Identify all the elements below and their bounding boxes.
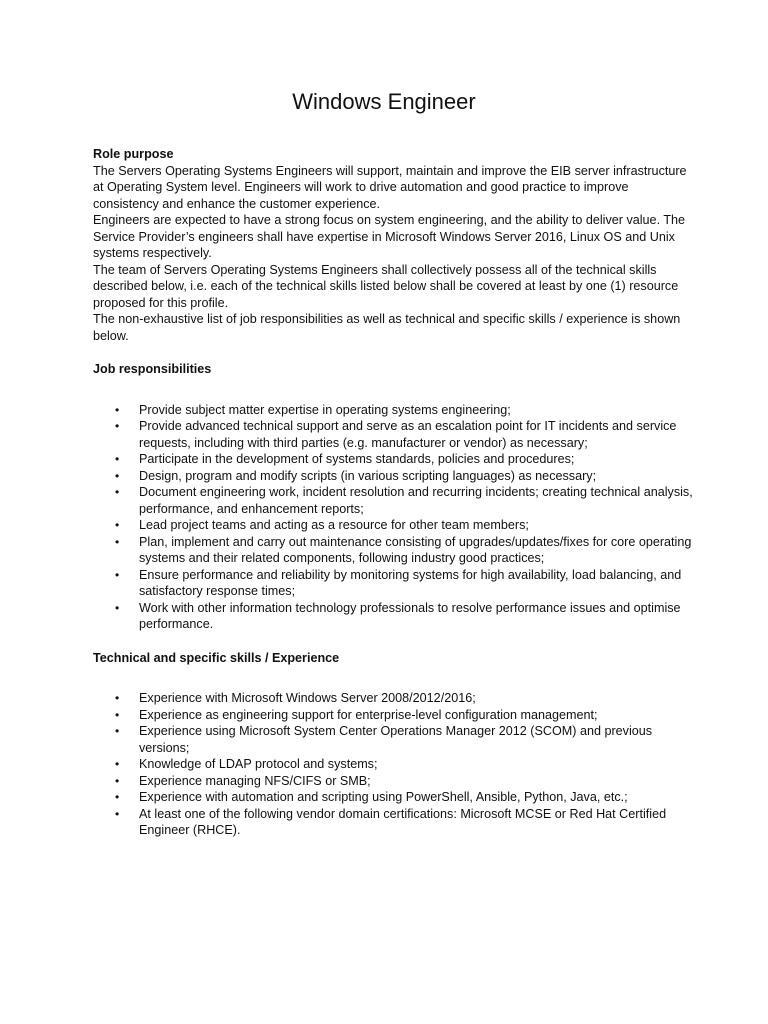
list-item-text: Design, program and modify scripts (in various scripting languages) as necessary; <box>139 468 597 483</box>
spacer <box>93 666 693 690</box>
list-item-text: Experience with Microsoft Windows Server 2008/2012/2016; <box>139 691 476 705</box>
document-body <box>93 146 693 839</box>
bullet-icon: • <box>115 468 120 483</box>
list-item <box>93 534 693 567</box>
job-responsibilities-heading: Job responsibilities <box>93 362 212 376</box>
technical-skills-list <box>93 690 693 839</box>
list-item <box>93 418 693 451</box>
list-item-text: Document engineering work, incident resolution and recurring incidents; creating technical analysis, performance, and enhancement reports; <box>139 485 693 516</box>
bullet-icon: • <box>115 419 120 433</box>
role-purpose-paragraph: The Servers Operating Systems Engineers will support, maintain and improve the EIB server infrastructure at Operating System level. Engineers will work to drive automation and good practice to improve consistency and enhance the customer experience. <box>93 163 687 211</box>
technical-skills-heading: Technical and specific skills / Experience <box>93 650 340 665</box>
bullet-icon: • <box>115 724 120 738</box>
list-item <box>93 806 693 839</box>
bullet-icon: • <box>115 567 120 582</box>
list-item-text: At least one of the following vendor domain certifications: Microsoft MCSE or Red Hat Certified Engineer (RHCE). <box>139 806 667 837</box>
spacer <box>93 344 693 361</box>
list-item-text: Provide subject matter expertise in operating systems engineering; <box>139 402 511 417</box>
list-item <box>93 707 693 724</box>
bullet-icon: • <box>115 402 120 417</box>
bullet-icon: • <box>115 773 120 788</box>
bullet-icon: • <box>115 518 120 532</box>
spacer <box>93 633 693 650</box>
bullet-icon: • <box>115 691 120 705</box>
bullet-icon: • <box>115 452 120 466</box>
page-title: Windows Engineer <box>292 89 476 114</box>
list-item-text: Experience with automation and scripting using PowerShell, Ansible, Python, Java, etc.; <box>139 790 628 804</box>
bullet-icon: • <box>115 790 120 804</box>
bullet-icon: • <box>115 806 120 821</box>
role-purpose-paragraph: Engineers are expected to have a strong focus on system engineering, and the ability to deliver value. The Service Provider’s engineers shall have expertise in Microsoft Windows Server 2016, Linux OS and Unix systems respectively. <box>93 213 686 260</box>
list-item <box>93 451 693 468</box>
role-purpose-heading: Role purpose <box>93 147 174 161</box>
list-item <box>93 517 693 534</box>
list-item <box>93 484 693 517</box>
role-purpose-paragraph: The team of Servers Operating Systems Engineers shall collectively possess all of the technical skills described below, i.e. each of the technical skills listed below shall be covered at least by one (1) resource proposed for this profile. <box>93 262 679 310</box>
list-item <box>93 600 693 633</box>
spacer <box>93 378 693 402</box>
list-item-text: Experience managing NFS/CIFS or SMB; <box>139 773 371 788</box>
list-item <box>93 789 693 806</box>
list-item-text: Experience using Microsoft System Center Operations Manager 2012 (SCOM) and previous versions; <box>139 724 653 755</box>
list-item-text: Plan, implement and carry out maintenance consisting of upgrades/updates/fixes for core operating systems and their related components, following industry good practices; <box>139 534 692 565</box>
list-item <box>93 468 693 485</box>
list-item <box>93 690 693 707</box>
list-item-text: Lead project teams and acting as a resource for other team members; <box>139 518 529 532</box>
list-item <box>93 402 693 419</box>
bullet-icon: • <box>115 534 120 549</box>
list-item <box>93 567 693 600</box>
bullet-icon: • <box>115 485 120 499</box>
list-item-text: Ensure performance and reliability by monitoring systems for high availability, load balancing, and satisfactory response times; <box>139 567 682 598</box>
role-purpose-paragraph: The non-exhaustive list of job responsibilities as well as technical and specific skills / experience is shown below. <box>93 312 681 343</box>
bullet-icon: • <box>115 757 120 771</box>
list-item-text: Knowledge of LDAP protocol and systems; <box>139 757 378 771</box>
list-item-text: Provide advanced technical support and serve as an escalation point for IT incidents and service requests, including with third parties (e.g. manufacturer or vendor) as necessary; <box>139 419 677 450</box>
bullet-icon: • <box>115 600 120 615</box>
list-item <box>93 773 693 790</box>
job-responsibilities-list <box>93 402 693 633</box>
bullet-icon: • <box>115 707 120 722</box>
list-item <box>93 723 693 756</box>
list-item-text: Work with other information technology professionals to resolve performance issues and optimise performance. <box>139 600 681 631</box>
list-item-text: Participate in the development of systems standards, policies and procedures; <box>139 452 575 466</box>
list-item <box>93 756 693 773</box>
list-item-text: Experience as engineering support for enterprise-level configuration management; <box>139 707 598 722</box>
